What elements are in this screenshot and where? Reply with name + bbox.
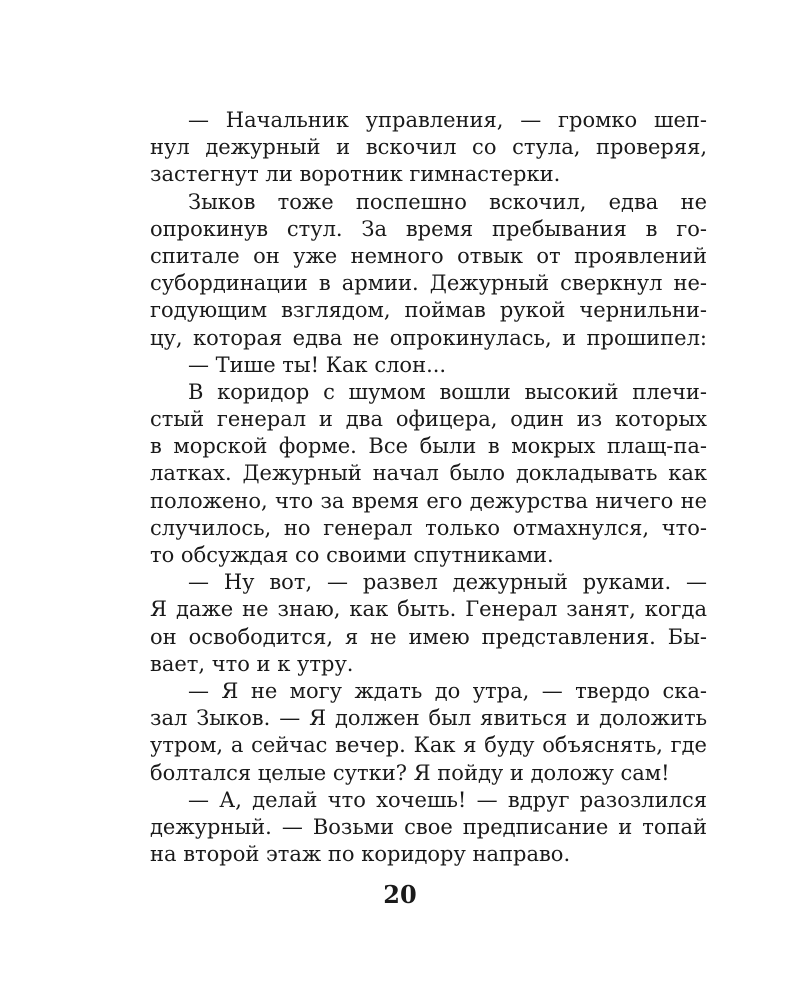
text-line: цу, которая едва не опрокинулась, и прошипел: — [150, 325, 707, 350]
text-line: латках. Дежурный начал было докладывать как — [150, 461, 707, 486]
text-line: зал Зыков. — Я должен был явиться и доложить — [150, 706, 707, 731]
text-line: то обсуждая со своими спутниками. — [150, 543, 554, 567]
text-line: — А, делай что хочешь! — вдруг разозлился — [188, 787, 707, 812]
text-line: — Ну вот, — развел дежурный руками. — — [188, 570, 707, 595]
text-line: болтался целые сутки? Я пойду и доложу сам! — [150, 760, 670, 785]
text-line: нул дежурный и вскочил со стула, проверяя, — [150, 135, 707, 160]
text-line: случилось, но генерал только отмахнулся, что- — [150, 515, 707, 540]
text-line: спитале он уже немного отвык от проявлений — [150, 243, 707, 268]
body-text — [150, 107, 707, 868]
text-line: — Я не могу ждать до утра, — твердо ска- — [188, 678, 707, 703]
text-line: дежурный. — Возьми свое предписание и топай — [150, 814, 707, 839]
text-line: — Начальник управления, — громко шеп- — [188, 108, 707, 132]
text-line: стый генерал и два офицера, один из которых — [150, 407, 707, 432]
text-line: опрокинув стул. За время пребывания в го- — [150, 216, 707, 241]
text-line: положено, что за время его дежурства ничего не — [150, 488, 707, 513]
text-line: В коридор с шумом вошли высокий плечи- — [188, 379, 707, 404]
text-line: вает, что и к утру. — [150, 651, 354, 676]
text-line: субординации в армии. Дежурный сверкнул не- — [150, 271, 707, 296]
text-line: утром, а сейчас вечер. Как я буду объяснять, где — [150, 733, 707, 758]
text-line: Зыков тоже поспешно вскочил, едва не — [188, 189, 707, 214]
text-line: застегнут ли воротник гимнастерки. — [150, 162, 561, 187]
text-line: он освободится, я не имею представления. Бы- — [150, 624, 707, 649]
text-line: годующим взглядом, поймав рукой чернильни- — [150, 298, 707, 323]
text-line: Я даже не знаю, как быть. Генерал занят, когда — [150, 597, 707, 622]
page-number: 20 — [383, 880, 417, 909]
text-line: в морской форме. Все были в мокрых плащ-па- — [150, 434, 707, 459]
text-line: — Тише ты! Как слон... — [188, 352, 447, 377]
text-line: на второй этаж по коридору направо. — [150, 842, 571, 867]
